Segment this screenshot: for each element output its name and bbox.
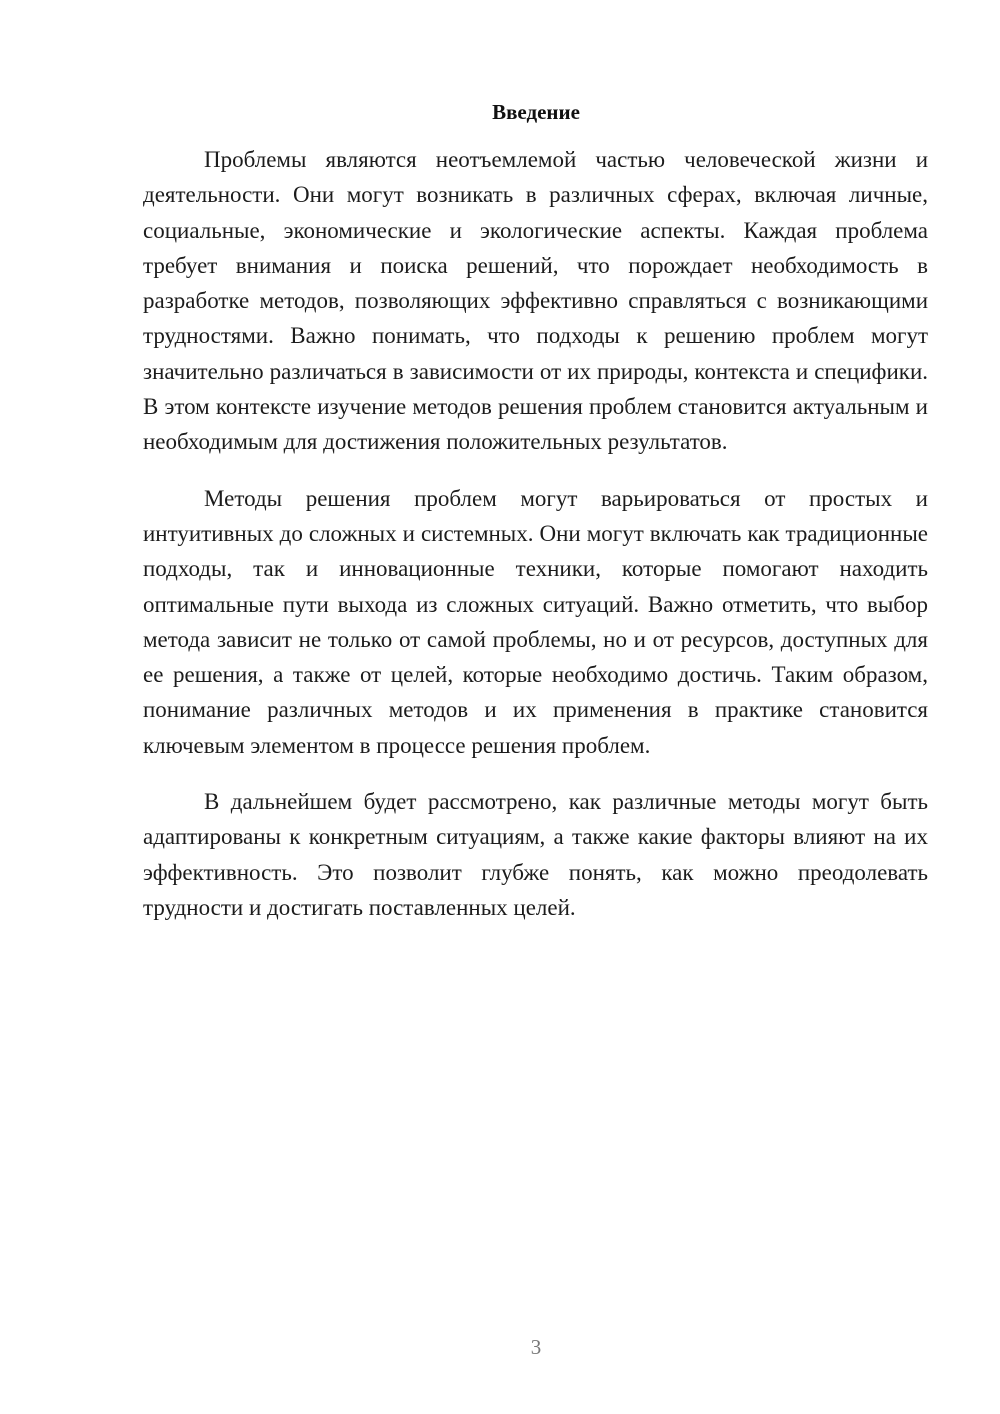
paragraph-3: В дальнейшем будет рассмотрено, как различные методы могут быть адаптированы к конкретным ситуациям, а также какие факторы влияют на их эффективность. Это позволит глубже понять, как можно преодолевать трудности и достигать поставленных целей. — [143, 789, 928, 920]
page-number: 3 — [530, 1335, 542, 1359]
paragraph-1: Проблемы являются неотъемлемой частью человеческой жизни и деятельности. Они могут возникать в различных сферах, включая личные, социальные, экономические и экологические аспекты. Каждая проблема требует внимания и поиска решений, что порождает необходимость в разработке методов, позволяющих эффективно справляться с возникающими трудностями. Важно понимать, что подходы к решению проблем могут значительно различаться в зависимости от их природы, контекста и специфики. В этом контексте изучение методов решения проблем становится актуальным и необходимым для достижения положительных результатов. — [143, 147, 928, 455]
paragraph-2: Методы решения проблем могут варьироваться от простых и интуитивных до сложных и системных. Они могут включать как традиционные подходы, так и инновационные техники, которые помогают находить оптимальные пути выхода из сложных ситуаций. Важно отметить, что выбор метода зависит не только от самой проблемы, но и от ресурсов, доступных для ее решения, а также от целей, которые необходимо достичь. Таким образом, понимание различных методов и их применения в практике становится ключевым элементом в процессе решения проблем. — [143, 485, 928, 758]
section-title: Введение — [492, 100, 580, 124]
body-text — [143, 142, 928, 946]
